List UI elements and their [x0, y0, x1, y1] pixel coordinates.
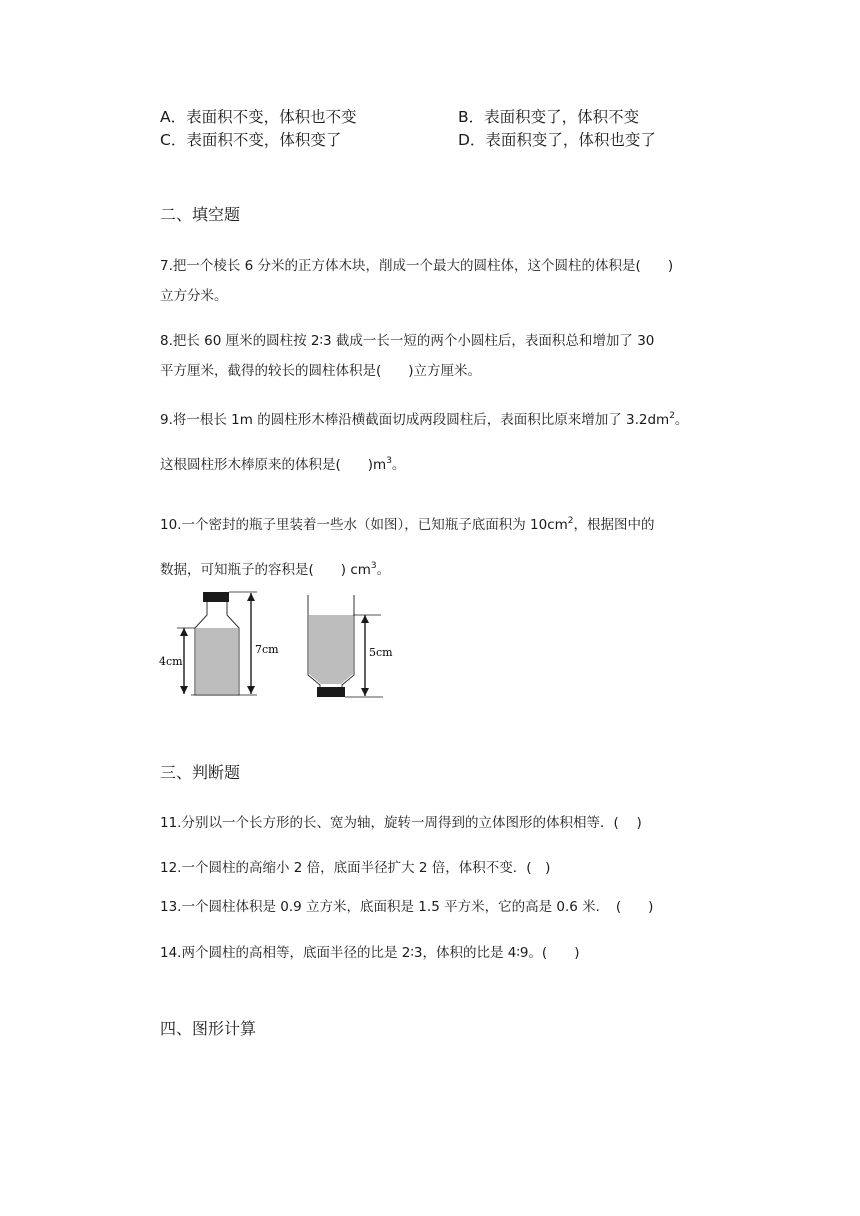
option-c: C．表面积不变，体积变了 [160, 131, 342, 149]
label-water-inverted: 5cm [369, 646, 393, 659]
upright-water [196, 628, 238, 694]
question-10-line-2: 数据，可知瓶子的容积是( ) $cm^3$。 [160, 560, 391, 578]
question-12: 12.一个圆柱的高缩小 2 倍，底面半径扩大 2 倍，体积不变．( ) [160, 860, 551, 876]
question-13: 13.一个圆柱体积是 0.9 立方米，底面积是 1.5 平方米，它的高是 0.6 米． ( ) [160, 899, 654, 915]
question-7-line-1: 7.把一个棱长 6 分米的正方体木块，削成一个最大的圆柱体，这个圆柱的体积是( ) [160, 258, 674, 274]
bottle-figure [155, 585, 405, 705]
inverted-bottle [308, 595, 393, 697]
question-10-line-1: 10.一个密封的瓶子里装着一些水（如图），已知瓶子底面积为 $10cm^2$，根据图中的 [160, 515, 655, 533]
section-heading-true-false: 三、判断题 [160, 763, 241, 782]
question-11: 11.分别以一个长方形的长、宽为轴，旋转一周得到的立体图形的体积相等．( ) [160, 815, 642, 831]
section-heading-figure-calculation: 四、图形计算 [160, 1019, 257, 1038]
option-b: B．表面积变了，体积不变 [458, 108, 640, 126]
question-9-line-1: 9.将一根长 1m 的圆柱形木棒沿横截面切成两段圆柱后，表面积比原来增加了 $3.2dm^2$。 [160, 410, 689, 428]
question-7-line-2: 立方分米。 [160, 288, 228, 304]
inverted-water [309, 615, 353, 684]
question-8-line-1: 8.把长 60 厘米的圆柱按 2∶3 截成一长一短的两个小圆柱后，表面积总和增加了 30 [160, 333, 655, 349]
question-14: 14.两个圆柱的高相等，底面半径的比是 2∶3，体积的比是 4∶9。( ) [160, 945, 580, 961]
option-a: A．表面积不变，体积也不变 [160, 108, 357, 126]
label-water-upright: 4cm [159, 655, 183, 668]
question-8-line-2: 平方厘米，截得的较长的圆柱体积是( )立方厘米。 [160, 363, 482, 379]
label-bottle-height: 7cm [255, 643, 279, 656]
section-heading-fill-in: 二、填空题 [160, 205, 241, 224]
upright-bottle [159, 592, 279, 695]
question-9-line-2: 这根圆柱形木棒原来的体积是( )$m^3$。 [160, 455, 406, 473]
option-d: D．表面积变了，体积也变了 [458, 131, 656, 149]
